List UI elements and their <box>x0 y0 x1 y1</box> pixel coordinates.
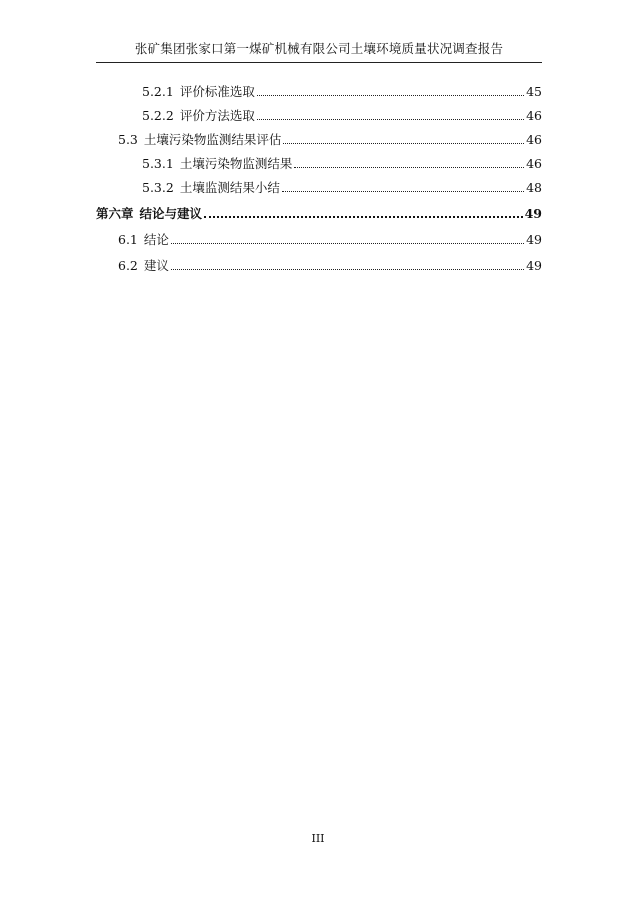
toc-dot-leader <box>282 191 524 192</box>
page-header <box>96 40 542 63</box>
toc-entry-number: 6.1 <box>118 232 138 247</box>
toc-entry-number: 6.2 <box>118 258 138 273</box>
toc-entry-5-2-2[interactable] <box>142 108 542 124</box>
toc-entry-6-1[interactable] <box>118 232 542 248</box>
toc-entry-page: 46 <box>526 156 542 171</box>
toc-entry-number: 第六章 <box>96 206 134 221</box>
toc-entry-page: 49 <box>526 232 542 247</box>
toc-entry-6-2[interactable] <box>118 258 542 274</box>
toc-entry-page: 45 <box>526 84 542 99</box>
toc-entry-number: 5.2.1 <box>142 84 174 99</box>
toc-entry-5-3-2[interactable] <box>142 180 542 196</box>
toc-dot-leader <box>257 119 524 120</box>
toc-entry-page: 48 <box>526 180 542 195</box>
toc-dot-leader <box>171 243 524 244</box>
header-title: 张矿集团张家口第一煤矿机械有限公司土壤环境质量状况调查报告 <box>134 41 504 56</box>
toc-entry-title: 土壤监测结果小结 <box>179 180 280 195</box>
toc-entry-5-3-1[interactable] <box>142 156 542 172</box>
toc-entry-title: 评价标准选取 <box>179 84 255 99</box>
toc-entry-page: 46 <box>526 108 542 123</box>
toc-entry-title: 评价方法选取 <box>179 108 255 123</box>
toc-dot-leader <box>171 269 524 270</box>
toc-entry-title: 土壤污染物监测结果 <box>179 156 293 171</box>
toc-entry-page: 46 <box>526 132 542 147</box>
toc-entry-page: 49 <box>524 206 542 221</box>
toc-entry-number: 5.3.2 <box>142 180 174 195</box>
toc-dot-leader <box>283 143 524 144</box>
toc-dot-leader <box>294 167 524 168</box>
toc-entry-number: 5.3 <box>118 132 138 147</box>
toc-entry-title: 结论 <box>143 232 169 247</box>
toc-entry-chapter-6[interactable] <box>96 206 542 222</box>
toc-entry-title: 土壤污染物监测结果评估 <box>143 132 282 147</box>
toc-dot-leader <box>257 95 524 96</box>
toc-entry-number: 5.3.1 <box>142 156 174 171</box>
toc-dot-leader <box>204 216 523 218</box>
toc-entry-page: 49 <box>526 258 542 273</box>
toc-entry-5-2-1[interactable] <box>142 84 542 100</box>
toc-entry-title: 建议 <box>143 258 169 273</box>
page-number: III <box>311 832 325 845</box>
toc-entry-title: 结论与建议 <box>139 206 203 221</box>
toc-entry-number: 5.2.2 <box>142 108 174 123</box>
toc-entry-5-3[interactable] <box>118 132 542 148</box>
